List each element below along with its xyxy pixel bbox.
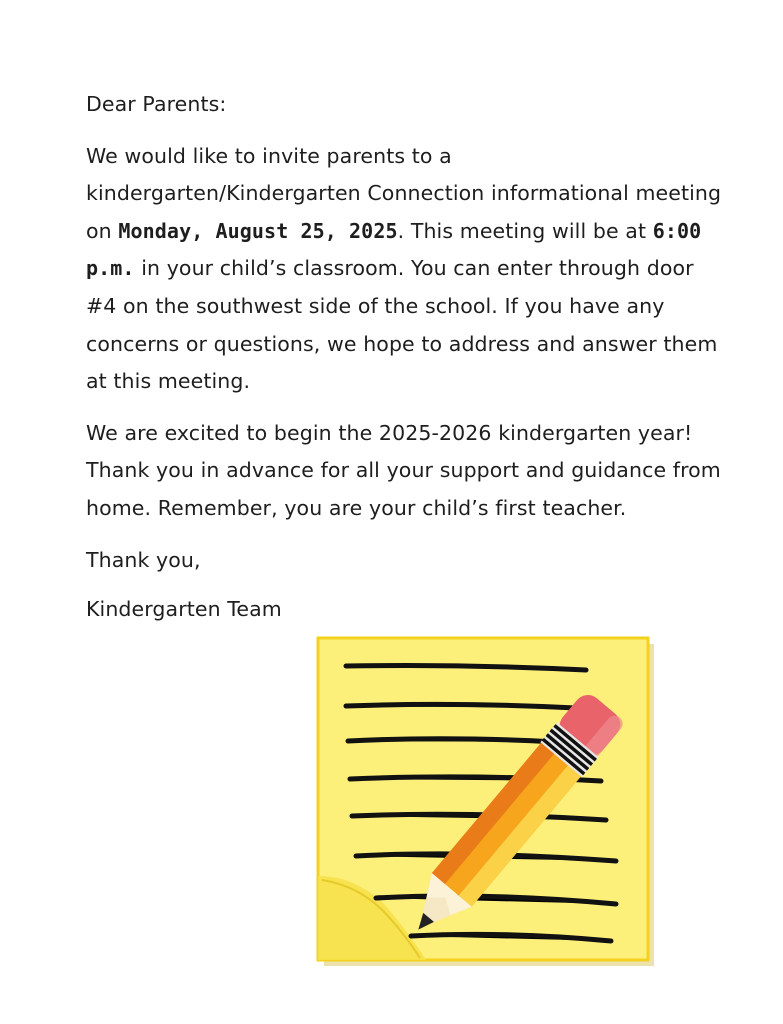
paragraph-welcome: We are excited to begin the 2025-2026 kindergarten year! Thank you in advance for all your support and guidance from home. Remember, you are your child’s first teacher. [86, 420, 721, 520]
signature: Kindergarten Team [86, 597, 282, 622]
notepad-pencil-icon [316, 636, 658, 970]
closing: Thank you, [86, 547, 201, 572]
meeting-date: Monday, August 25, 2025 [118, 218, 398, 243]
invitation-text: We would like to invite parents to a kindergarten/Kindergarten Connection informational meeting on [86, 143, 722, 243]
meeting-time: 6:00 p.m. [86, 218, 702, 281]
greeting: Dear Parents: [86, 92, 227, 116]
letter-body [86, 86, 726, 629]
invitation-text-mid: . This meeting will be at [397, 218, 653, 243]
invitation-text-end: in your child’s classroom. You can enter through door #4 on the southwest side of the school. If you have any concerns or questions, we hope to address and answer them at this meeting. [86, 256, 718, 394]
paragraph-invitation [86, 138, 726, 401]
